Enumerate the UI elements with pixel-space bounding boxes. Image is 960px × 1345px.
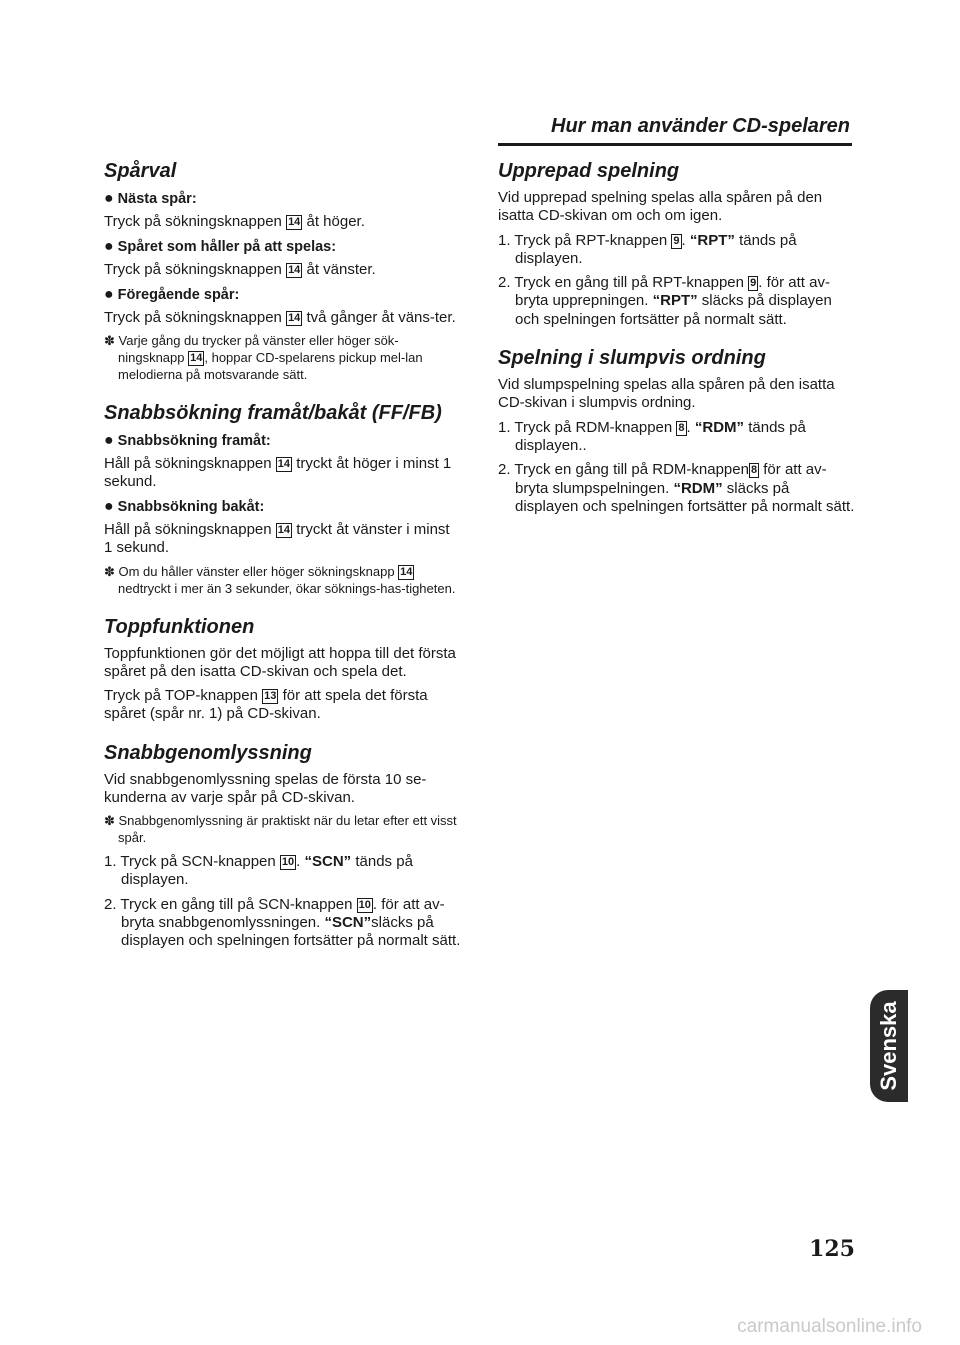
step-2: 2. Tryck en gång till på RPT-knappen 9 . för att av-bryta upprepningen. “RPT” släcks på displayen och spelningen fortsätter på normalt sätt.	[498, 274, 832, 328]
key-badge: 9	[673, 234, 680, 247]
paragraph: Tryck på TOP-knappen 13 för att spela det första spåret (spår nr. 1) på CD-skivan.	[104, 687, 428, 723]
section-title: Snabbgenomlyssning	[104, 741, 312, 764]
section-scan	[104, 742, 461, 951]
step-1: 1. Tryck på SCN-knappen 10 . “SCN” tänds på displayen.	[104, 853, 413, 889]
bullet-icon: ●	[104, 431, 114, 449]
paragraph: Vid upprepad spelning spelas alla spåren på den isatta CD-skivan om och om igen.	[498, 189, 823, 225]
bullet-icon: ●	[104, 190, 114, 207]
key-badge: 14	[288, 311, 301, 324]
key-badge: 14	[277, 457, 291, 470]
note: ✽ Om du håller vänster eller höger sökningsknapp 14 nedtryckt i mer än 3 sekunder, ökar söknings-has-tigheten.	[104, 563, 456, 596]
key-badge: 10	[358, 898, 371, 911]
paragraph: Tryck på sökningsknappen 14 åt vänster.	[104, 260, 376, 278]
section-repeat	[498, 160, 855, 329]
section-title: Snabbsökning framåt/bakåt (FF/FB)	[104, 401, 442, 424]
key-badge: 8	[750, 464, 758, 477]
section-title: Spelning i slumpvis ordning	[498, 347, 766, 370]
key-badge: 8	[678, 421, 685, 434]
subheading-backward: ● Snabbsökning bakåt:	[104, 497, 461, 518]
key-badge: 9	[750, 277, 757, 290]
key-badge: 14	[288, 215, 301, 228]
section-title: Toppfunktionen	[104, 615, 255, 638]
section-title: Upprepad spelning	[498, 160, 680, 182]
key-badge: 14	[190, 352, 203, 365]
header-rule	[498, 143, 852, 146]
left-column	[104, 160, 461, 969]
bullet-icon: ●	[104, 498, 114, 516]
step-1: 1. Tryck på RPT-knappen 9 . “RPT” tänds på displayen.	[498, 231, 797, 267]
paragraph: Vid slumpspelning spelas alla spåren på den isatta CD-skivan i slumpvis ordning.	[498, 376, 835, 412]
section-top-function	[104, 616, 461, 724]
section-sparval	[104, 160, 461, 384]
step-2: 2. Tryck en gång till på RDM-knappen 8 för att av-bryta slumpspelningen. “RDM” släcks på displayen och spelningen fortsätter på normalt sätt.	[498, 461, 855, 515]
note: ✽ Snabbgenomlyssning är praktiskt när du letar efter ett visst spår.	[104, 813, 457, 846]
subheading-forward: ● Snabbsökning framåt:	[104, 431, 461, 452]
paragraph: Vid snabbgenomlyssning spelas de första 10 se-kunderna av varje spår på CD-skivan.	[104, 770, 427, 806]
section-title: Spårval	[104, 160, 177, 182]
step-1: 1. Tryck på RDM-knappen 8 . “RDM” tänds på displayen..	[498, 418, 806, 454]
step-2: 2. Tryck en gång till på SCN-knappen 10 . för att av-bryta snabbgenomlyssningen. “SCN”släcks på displayen och spelningen fortsätter på normalt sätt.	[104, 895, 461, 950]
running-header-title: Hur man använder CD-spelaren	[551, 115, 850, 137]
subheading-next-track: ● Nästa spår:	[104, 189, 461, 210]
key-badge: 13	[264, 690, 277, 703]
bullet-icon: ●	[104, 238, 114, 256]
subheading-previous-track: ● Föregående spår:	[104, 285, 461, 306]
section-random	[498, 347, 855, 516]
paragraph: Tryck på sökningsknappen 14 åt höger.	[104, 212, 365, 230]
subheading-current-track: ● Spåret som håller på att spelas:	[104, 237, 461, 258]
language-tab-label: Svenska	[876, 1001, 901, 1091]
paragraph: Toppfunktionen gör det möjligt att hoppa till det första spåret på den isatta CD-skivan och spela det.	[104, 644, 456, 680]
language-side-tab	[870, 990, 908, 1102]
key-badge: 14	[400, 565, 413, 578]
key-badge: 14	[288, 263, 301, 276]
watermark: carmanualsonline.info	[737, 1316, 922, 1337]
page-number: 125	[809, 1236, 855, 1262]
paragraph: Tryck på sökningsknappen 14 två gånger åt väns-ter.	[104, 308, 456, 326]
paragraph: Håll på sökningsknappen 14 tryckt åt höger i minst 1 sekund.	[104, 454, 452, 491]
key-badge: 14	[277, 524, 291, 537]
note: ✽ Varje gång du trycker på vänster eller höger sök-ningsknapp 14 , hoppar CD-spelarens pickup mel-lan melodierna på motsvarande sätt.	[104, 333, 423, 383]
section-fast-search	[104, 402, 461, 598]
paragraph: Håll på sökningsknappen 14 tryckt åt vänster i minst 1 sekund.	[104, 521, 450, 557]
bullet-icon: ●	[104, 286, 114, 304]
right-column	[498, 160, 855, 534]
key-badge: 10	[281, 856, 295, 869]
